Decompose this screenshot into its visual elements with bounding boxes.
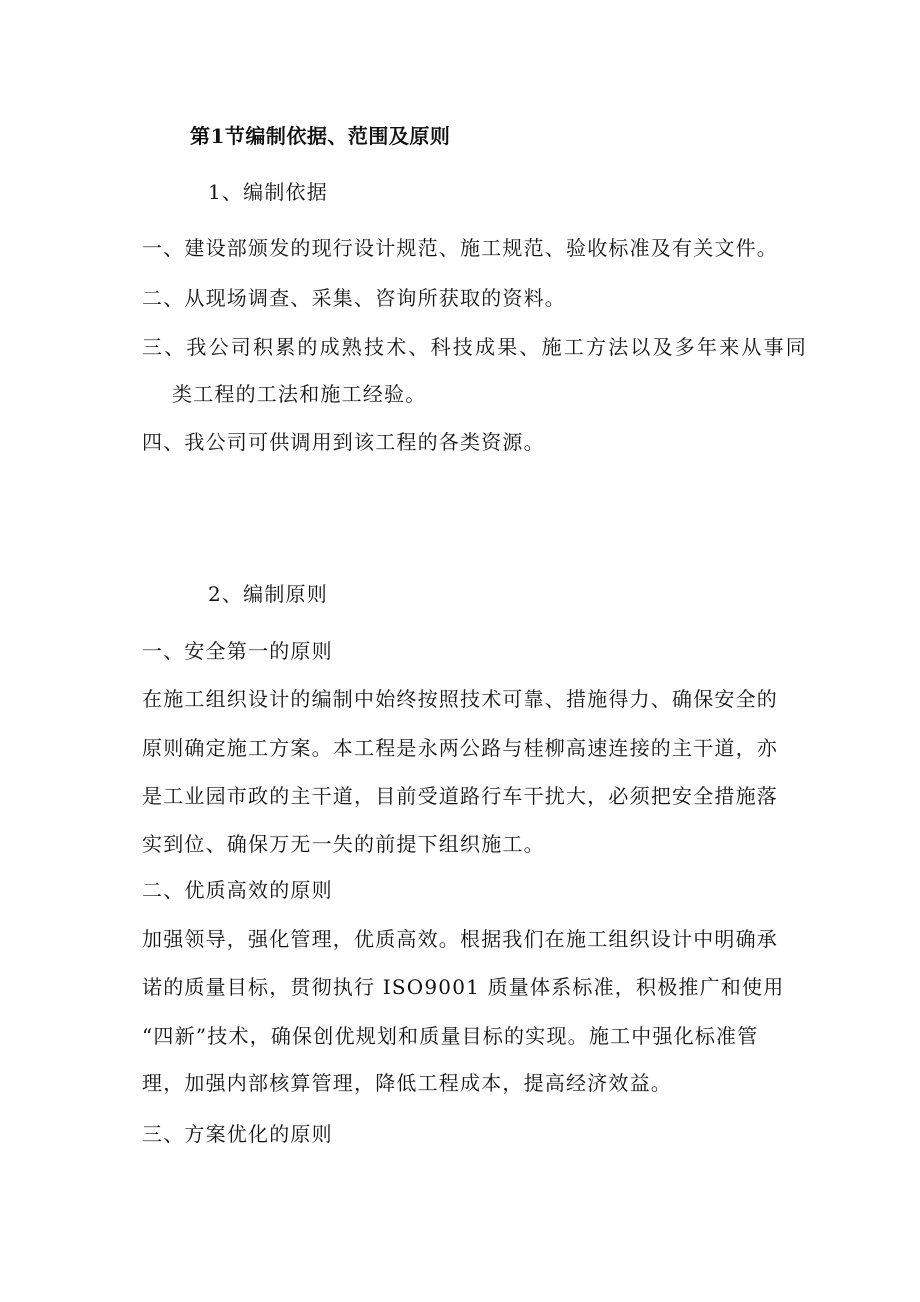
principle-2-title: 二、优质高效的原则 <box>142 878 333 902</box>
principle-1-text-line: 是工业园市政的主干道，目前受道路行车干扰大，必须把安全措施落 <box>142 784 778 808</box>
basis-item-4: 四、我公司可供调用到该工程的各类资源。 <box>142 430 545 454</box>
principle-2-text-line: 理，加强内部核算管理，降低工程成本，提高经济效益。 <box>142 1071 672 1095</box>
principle-1-text-line: 在施工组织设计的编制中始终按照技术可靠、措施得力、确保安全的 <box>142 687 778 711</box>
basis-item-3-continued: 类工程的工法和施工经验。 <box>172 382 427 406</box>
basis-item-1: 一、建设部颁发的现行设计规范、施工规范、验收标准及有关文件。 <box>142 236 778 260</box>
principle-3-title: 三、方案优化的原则 <box>142 1122 333 1146</box>
section-title: 第1节编制依据、范围及原则 <box>190 124 451 148</box>
principle-1-text-line: 实到位、确保万无一失的前提下组织施工。 <box>142 832 545 856</box>
basis-item-2: 二、从现场调查、采集、咨询所获取的资料。 <box>142 286 566 310</box>
principle-1-title: 一、安全第一的原则 <box>142 639 333 663</box>
basis-item-3: 三、我公司积累的成熟技术、科技成果、施工方法以及多年来从事同 <box>142 335 808 359</box>
principle-2-text-line: 诺的质量目标，贯彻执行 ISO9001 质量体系标准，积极推广和使用 <box>142 975 785 999</box>
principle-2-text-line: 加强领导，强化管理，优质高效。根据我们在施工组织设计中明确承 <box>142 927 778 951</box>
heading-compilation-principles: 2、编制原则 <box>208 582 328 606</box>
heading-compilation-basis: 1、编制依据 <box>208 180 328 204</box>
principle-2-text-line: “四新”技术，确保创优规划和质量目标的实现。施工中强化标准管 <box>142 1024 759 1048</box>
principle-1-text-line: 原则确定施工方案。本工程是永两公路与桂柳高速连接的主干道，亦 <box>142 736 778 760</box>
